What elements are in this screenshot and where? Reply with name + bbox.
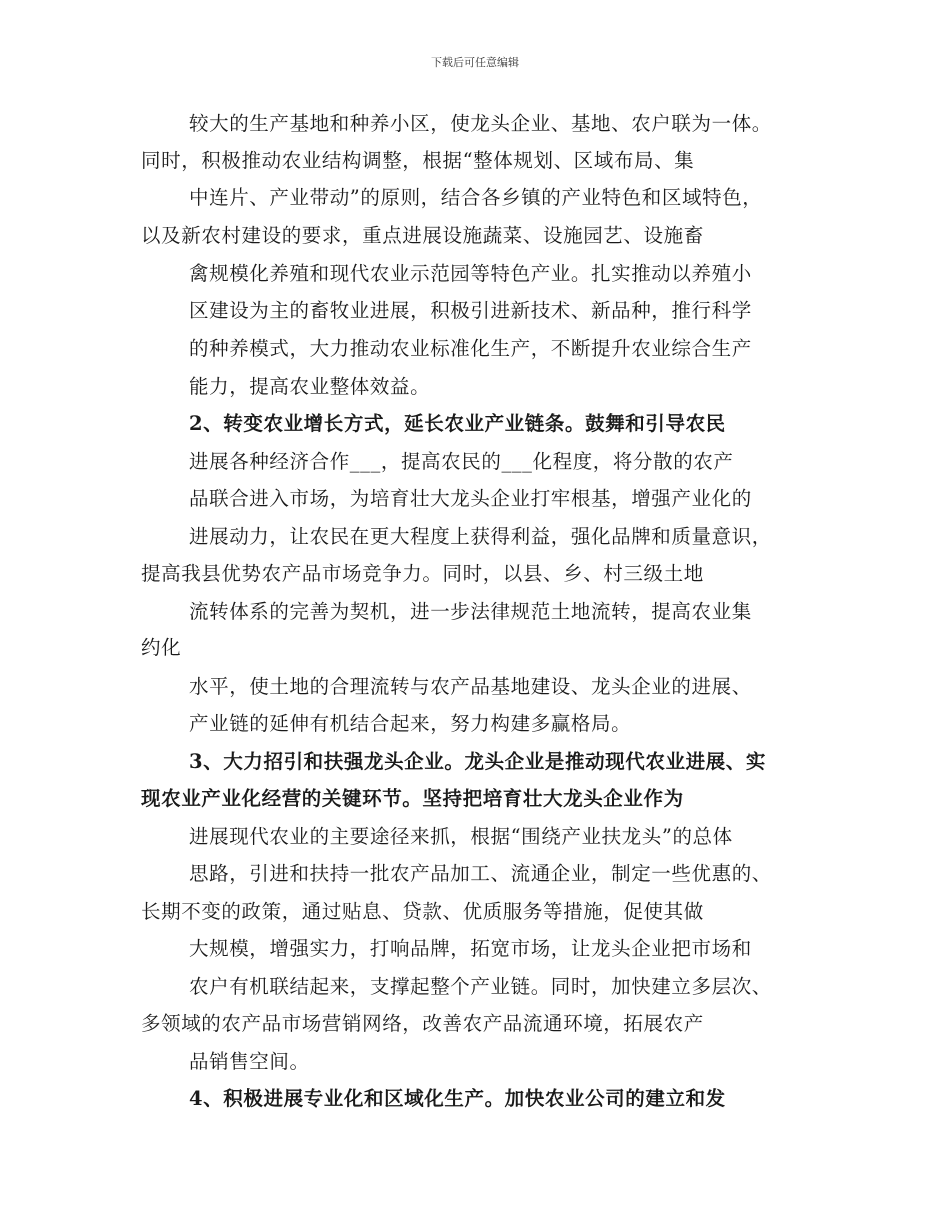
text-line: 产业链的延伸有机结合起来，努力构建多赢格局。 <box>189 712 632 735</box>
text-line: 较大的生产基地和种养小区，使龙头企业、基地、农户联为一体。 <box>189 112 772 135</box>
text-line: 思路，引进和扶持一批农产品加工、流通企业，制定一些优惠的、 <box>189 862 772 885</box>
text-line: 同时，积极推动农业结构调整，根据“整体规划、区域布局、集 <box>141 149 695 172</box>
text-line: 提高我县优势农产品市场竞争力。同时，以县、乡、村三级土地 <box>141 562 704 585</box>
section-heading-3-cont: 现农业产业化经营的关键环节。坚持把培育壮大龙头企业作为 <box>141 787 684 810</box>
text-line: 能力，提高农业整体效益。 <box>189 375 431 398</box>
text-line: 流转体系的完善为契机，进一步法律规范土地流转，提高农业集 <box>189 600 752 623</box>
text-line: 多领域的农产品市场营销网络，改善农产品流通环境，拓展农产 <box>141 1012 704 1035</box>
section-heading-2: 2、转变农业增长方式，延长农业产业链条。鼓舞和引导农民 <box>189 412 726 435</box>
text-line: 的种养模式，大力推动农业标准化生产，不断提升农业综合生产 <box>189 337 752 360</box>
text-line: 水平，使土地的合理流转与农产品基地建设、龙头企业的进展、 <box>189 675 752 698</box>
text-line: 品销售空间。 <box>189 1050 310 1073</box>
text-line: 中连片、产业带动”的原则，结合各乡镇的产业特色和区域特色， <box>189 186 763 209</box>
text-line: 进展各种经济合作___，提高农民的___化程度，将分散的农产 <box>189 450 734 473</box>
text-line: 农户有机联结起来，支撑起整个产业链。同时，加快建立多层次、 <box>189 975 772 998</box>
text-line: 进展动力，让农民在更大程度上获得利益，强化品牌和质量意识， <box>189 525 772 548</box>
section-heading-3: 3、大力招引和扶强龙头企业。龙头企业是推动现代农业进展、实 <box>189 750 766 773</box>
text-line: 进展现代农业的主要途径来抓，根据“围绕产业扶龙头”的总体 <box>189 825 733 848</box>
section-heading-4: 4、积极进展专业化和区域化生产。加快农业公司的建立和发 <box>189 1087 726 1110</box>
text-line: 约化 <box>141 636 182 659</box>
text-line: 以及新农村建设的要求，重点进展设施蔬菜、设施园艺、设施畜 <box>141 224 704 247</box>
text-line: 禽规模化养殖和现代农业示范园等特色产业。扎实推动以养殖小 <box>189 262 752 285</box>
text-line: 大规模，增强实力，打响品牌，拓宽市场，让龙头企业把市场和 <box>189 937 752 960</box>
page-header: 下载后可任意编辑 <box>431 56 519 69</box>
text-line: 品联合进入市场，为培育壮大龙头企业打牢根基，增强产业化的 <box>189 487 752 510</box>
text-line: 长期不变的政策，通过贴息、贷款、优质服务等措施，促使其做 <box>141 900 704 923</box>
text-line: 区建设为主的畜牧业进展，积极引进新技术、新品种，推行科学 <box>189 299 752 322</box>
